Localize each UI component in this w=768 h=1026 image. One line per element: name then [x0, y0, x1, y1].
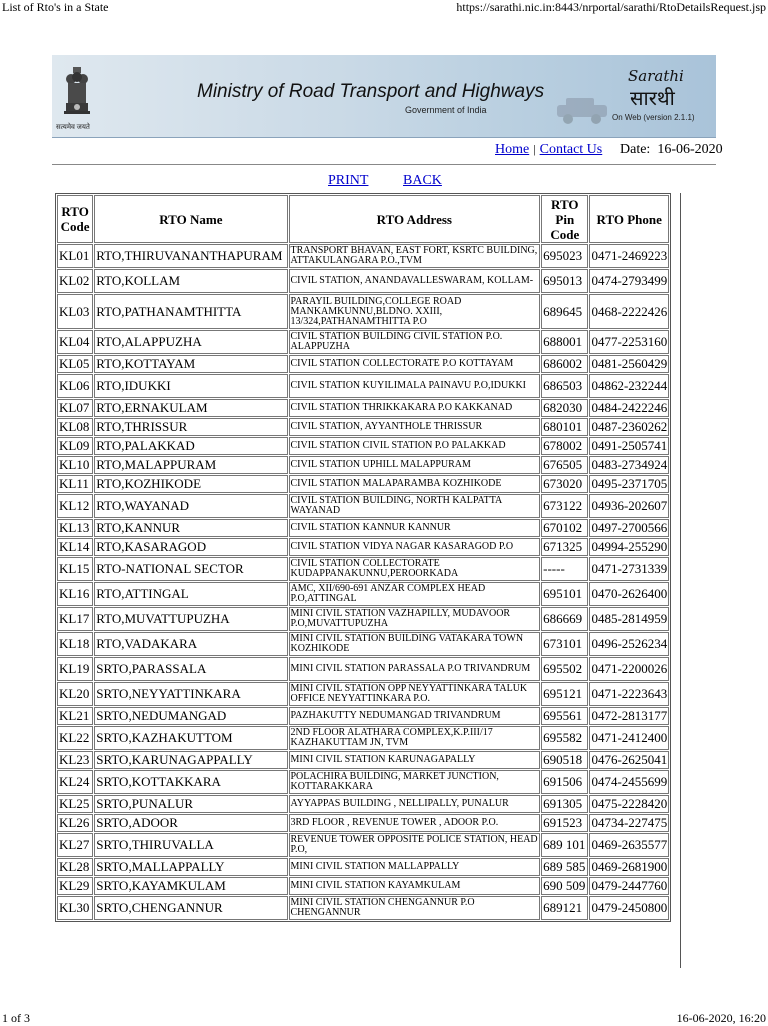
- table-row: [57, 877, 669, 895]
- cell-pin: 690518: [541, 751, 588, 769]
- cell-address: 2ND FLOOR ALATHARA COMPLEX,K.P.III/17 KAZHAKUTTAM JN, TVM: [289, 726, 541, 750]
- cell-code: KL12: [57, 494, 93, 518]
- cell-code: KL05: [57, 355, 93, 373]
- table-header-row: [57, 195, 669, 243]
- cell-pin: 686503: [541, 374, 588, 398]
- table-row: [57, 330, 669, 354]
- table-row: [57, 519, 669, 537]
- sarathi-logo: Sarathi: [628, 67, 684, 85]
- cell-code: KL04: [57, 330, 93, 354]
- cell-phone: 0471-2412400: [589, 726, 669, 750]
- cell-phone: 0471-2469223: [589, 244, 669, 268]
- cell-name: RTO,WAYANAD: [94, 494, 287, 518]
- cell-code: KL22: [57, 726, 93, 750]
- sarathi-logo-hindi: सारथी: [630, 88, 675, 110]
- national-emblem-icon: [62, 63, 92, 129]
- cell-name: RTO-NATIONAL SECTOR: [94, 557, 287, 581]
- cell-code: KL19: [57, 657, 93, 681]
- cell-name: RTO,KOTTAYAM: [94, 355, 287, 373]
- cell-address: CIVIL STATION, ANANDAVALLESWARAM, KOLLAM-: [289, 269, 541, 293]
- cell-pin: 676505: [541, 456, 588, 474]
- cell-code: KL29: [57, 877, 93, 895]
- top-nav: [495, 142, 602, 158]
- cell-address: CIVIL STATION BUILDING CIVIL STATION P.O. ALAPPUZHA: [289, 330, 541, 354]
- print-header-title: List of Rto's in a State: [2, 0, 109, 14]
- table-row: [57, 632, 669, 656]
- cell-name: SRTO,PUNALUR: [94, 795, 287, 813]
- cell-phone: 0497-2700566: [591, 520, 668, 535]
- cell-pin: 695121: [541, 682, 588, 706]
- cell-phone: 0471-2200026: [589, 657, 669, 681]
- cell-pin: 691506: [541, 770, 588, 794]
- cell-phone: 0477-2253160: [589, 330, 669, 354]
- cell-name: RTO,KOZHIKODE: [94, 475, 287, 493]
- cell-name: SRTO,PARASSALA: [94, 657, 287, 681]
- table-row: [57, 896, 669, 920]
- cell-phone: 0476-2625041: [591, 752, 668, 767]
- cell-address: CIVIL STATION COLLECTORATE KUDAPPANAKUNNU,PEROORKADA: [289, 557, 541, 581]
- cell-name: SRTO,KOTTAKKARA: [94, 770, 287, 794]
- cell-address: PAZHAKUTTY NEDUMANGAD TRIVANDRUM: [289, 707, 541, 725]
- col-header-name: RTO Name: [94, 195, 287, 243]
- print-footer-page: 1 of 3: [2, 1011, 30, 1025]
- date-label: Date:: [620, 142, 651, 157]
- cell-address: AMC, XII/690-691 ANZAR COMPLEX HEAD P.O,ATTINGAL: [289, 582, 541, 606]
- print-link[interactable]: PRINT: [328, 173, 369, 188]
- cell-pin: 678002: [541, 437, 588, 455]
- table-row: [57, 269, 669, 293]
- cell-name: RTO,MALAPPURAM: [94, 456, 287, 474]
- table-row: [57, 833, 669, 857]
- cell-phone: 0469-2681900: [591, 859, 668, 874]
- cell-pin: 691523: [541, 814, 588, 832]
- cell-address: MINI CIVIL STATION VAZHAPILLY, MUDAVOOR P.O,MUVATTUPUZHA: [289, 607, 541, 631]
- table-row: [57, 557, 669, 581]
- table-row: [57, 418, 669, 436]
- cell-address: TRANSPORT BHAVAN, EAST FORT, KSRTC BUILDING, ATTAKULANGARA P.O.,TVM: [289, 244, 541, 268]
- cell-address: CIVIL STATION CIVIL STATION P.O PALAKKAD: [289, 437, 541, 455]
- cell-code: KL08: [57, 418, 93, 436]
- cell-phone: 0474-2793499: [589, 269, 669, 293]
- cell-code: KL20: [57, 682, 93, 706]
- cell-phone: 0491-2505741: [591, 438, 668, 453]
- table-body: [57, 244, 669, 920]
- cell-name: RTO,KOLLAM: [94, 269, 287, 293]
- cell-pin: 673020: [541, 475, 588, 493]
- col-header-address: RTO Address: [289, 195, 541, 243]
- cell-code: KL16: [57, 582, 93, 606]
- cell-pin: 690 509: [541, 877, 588, 895]
- table-row: [57, 726, 669, 750]
- cell-code: KL24: [57, 770, 93, 794]
- cell-name: RTO,MUVATTUPUZHA: [94, 607, 287, 631]
- table-row: [57, 814, 669, 832]
- cell-address: POLACHIRA BUILDING, MARKET JUNCTION, KOTTARAKKARA: [289, 770, 541, 794]
- cell-address: MINI CIVIL STATION KARUNAGAPALLY: [289, 751, 541, 769]
- print-action: [328, 173, 368, 189]
- header-divider: [52, 164, 716, 165]
- cell-pin: 670102: [541, 519, 588, 537]
- cell-name: RTO,IDUKKI: [94, 374, 287, 398]
- cell-phone: 0468-2222426: [589, 294, 669, 329]
- print-footer-datetime: 16-06-2020, 16:20: [676, 1011, 766, 1025]
- table-row: [57, 399, 669, 417]
- cell-pin: 689 585: [541, 858, 588, 876]
- table-row: [57, 475, 669, 493]
- cell-name: RTO,THIRUVANANTHAPURAM: [94, 244, 287, 268]
- cell-name: RTO,ERNAKULAM: [94, 399, 287, 417]
- cell-phone: 0470-2626400: [589, 582, 669, 606]
- cell-phone: 0485-2814959: [589, 607, 669, 631]
- home-link[interactable]: Home: [495, 142, 530, 157]
- table-row: [57, 795, 669, 813]
- cell-name: SRTO,THIRUVALLA: [94, 833, 287, 857]
- col-header-phone: RTO Phone: [589, 195, 669, 243]
- table-row: [57, 582, 669, 606]
- cell-address: CIVIL STATION COLLECTORATE P.O KOTTAYAM: [289, 355, 541, 373]
- cell-pin: 695582: [541, 726, 588, 750]
- cell-address: REVENUE TOWER OPPOSITE POLICE STATION, HEAD P.O,: [289, 833, 541, 857]
- cell-address: CIVIL STATION KANNUR KANNUR: [289, 519, 541, 537]
- cell-phone: 0479-2450800: [589, 896, 669, 920]
- cell-address: CIVIL STATION UPHILL MALAPPURAM: [289, 456, 541, 474]
- cell-code: KL30: [57, 896, 93, 920]
- banner-title: Ministry of Road Transport and Highways: [197, 81, 545, 102]
- cell-name: RTO,VADAKARA: [94, 632, 287, 656]
- cell-name: RTO,KASARAGOD: [94, 538, 287, 556]
- cell-phone: 04734-227475: [591, 815, 668, 830]
- emblem-caption: सत्यमेव जयते: [56, 123, 90, 131]
- cell-phone: 0475-2228420: [591, 796, 668, 811]
- cell-code: KL06: [57, 374, 93, 398]
- cell-address: MINI CIVIL STATION CHENGANNUR P.O CHENGANNUR: [289, 896, 541, 920]
- cell-phone: 04936-202607: [589, 494, 669, 518]
- cell-pin: 673122: [541, 494, 588, 518]
- cell-code: KL11: [57, 475, 93, 493]
- cell-name: SRTO,NEYYATTINKARA: [94, 682, 287, 706]
- print-header-url: https://sarathi.nic.in:8443/nrportal/sarathi/RtoDetailsRequest.jsp: [456, 0, 766, 14]
- cell-phone: 0481-2560429: [591, 356, 668, 371]
- rto-table: [55, 193, 671, 922]
- cell-phone: 0471-2731339: [589, 557, 669, 581]
- cell-pin: 671325: [541, 538, 588, 556]
- cell-pin: 686669: [541, 607, 588, 631]
- table-row: [57, 682, 669, 706]
- cell-address: MINI CIVIL STATION OPP NEYYATTINKARA TALUK OFFICE NEYYATTINKARA P.O.: [289, 682, 541, 706]
- back-action: [403, 173, 442, 189]
- cell-code: KL02: [57, 269, 93, 293]
- cell-name: SRTO,ADOOR: [94, 814, 287, 832]
- cell-phone: 0474-2455699: [589, 770, 669, 794]
- cell-phone: 04994-255290: [591, 539, 668, 554]
- table-row: [57, 494, 669, 518]
- table-row: [57, 751, 669, 769]
- cell-phone: 0479-2447760: [591, 878, 668, 893]
- cell-pin: 689121: [541, 896, 588, 920]
- cell-code: KL10: [57, 456, 93, 474]
- col-header-code: RTO Code: [57, 195, 93, 243]
- cell-code: KL14: [57, 538, 93, 556]
- col-header-pin: RTO Pin Code: [541, 195, 588, 243]
- cell-pin: 695502: [541, 657, 588, 681]
- cell-pin: 686002: [541, 355, 588, 373]
- cell-pin: 682030: [541, 399, 588, 417]
- cell-pin: 695013: [541, 269, 588, 293]
- version-label: On Web (version 2.1.1): [612, 113, 695, 122]
- cell-code: KL07: [57, 399, 93, 417]
- cell-code: KL25: [57, 795, 93, 813]
- cell-name: SRTO,KARUNAGAPPALLY: [94, 751, 287, 769]
- cell-pin: 689 101: [541, 833, 588, 857]
- cell-pin: 688001: [541, 330, 588, 354]
- cell-code: KL13: [57, 519, 93, 537]
- cell-code: KL01: [57, 244, 93, 268]
- table-row: [57, 858, 669, 876]
- cell-code: KL15: [57, 557, 93, 581]
- cell-name: SRTO,KAZHAKUTTOM: [94, 726, 287, 750]
- page-edge-line: [680, 193, 681, 968]
- table-row: [57, 294, 669, 329]
- cell-name: RTO,THRISSUR: [94, 418, 287, 436]
- cell-address: CIVIL STATION THRIKKAKARA P.O KAKKANAD: [289, 399, 541, 417]
- date-display: [620, 142, 723, 158]
- banner-subtitle: Government of India: [405, 105, 487, 115]
- cell-name: SRTO,CHENGANNUR: [94, 896, 287, 920]
- cell-pin: 695101: [541, 582, 588, 606]
- cell-phone: 0471-2223643: [589, 682, 669, 706]
- cell-code: KL17: [57, 607, 93, 631]
- contact-us-link[interactable]: Contact Us: [539, 142, 603, 157]
- cell-pin: 695561: [541, 707, 588, 725]
- cell-address: MINI CIVIL STATION BUILDING VATAKARA TOWN KOZHIKODE: [289, 632, 541, 656]
- cell-name: RTO,ALAPPUZHA: [94, 330, 287, 354]
- table-row: [57, 657, 669, 681]
- cell-pin: 673101: [541, 632, 588, 656]
- cell-address: CIVIL STATION VIDYA NAGAR KASARAGOD P.O: [289, 538, 541, 556]
- cell-phone: 0495-2371705: [591, 476, 668, 491]
- cell-address: MINI CIVIL STATION MALLAPPALLY: [289, 858, 541, 876]
- cell-phone: 0469-2635577: [589, 833, 669, 857]
- cell-code: KL26: [57, 814, 93, 832]
- table-row: [57, 374, 669, 398]
- table-row: [57, 538, 669, 556]
- nav-separator: |: [533, 142, 536, 156]
- cell-code: KL28: [57, 858, 93, 876]
- cell-pin: 695023: [541, 244, 588, 268]
- cell-address: AYYAPPAS BUILDING , NELLIPALLY, PUNALUR: [289, 795, 541, 813]
- cell-name: RTO,PATHANAMTHITTA: [94, 294, 287, 329]
- site-banner: [52, 55, 716, 138]
- table-row: [57, 456, 669, 474]
- cell-code: KL23: [57, 751, 93, 769]
- cell-phone: 0487-2360262: [591, 419, 668, 434]
- cell-pin: 691305: [541, 795, 588, 813]
- cell-pin: 680101: [541, 418, 588, 436]
- cell-name: RTO,KANNUR: [94, 519, 287, 537]
- cell-phone: 0483-2734924: [591, 457, 668, 472]
- cell-name: SRTO,MALLAPPALLY: [94, 858, 287, 876]
- cell-phone: 0496-2526234: [589, 632, 669, 656]
- cell-name: SRTO,NEDUMANGAD: [94, 707, 287, 725]
- cell-phone: 0484-2422246: [591, 400, 668, 415]
- cell-address: CIVIL STATION, AYYANTHOLE THRISSUR: [289, 418, 541, 436]
- cell-name: RTO,PALAKKAD: [94, 437, 287, 455]
- cell-pin: -----: [541, 557, 588, 581]
- vehicle-illustration-icon: [552, 95, 612, 125]
- cell-address: CIVIL STATION KUYILIMALA PAINAVU P.O,IDUKKI: [289, 374, 541, 398]
- table-row: [57, 437, 669, 455]
- cell-address: 3RD FLOOR , REVENUE TOWER , ADOOR P.O.: [289, 814, 541, 832]
- back-link[interactable]: BACK: [403, 173, 442, 188]
- cell-address: CIVIL STATION BUILDING, NORTH KALPATTA WAYANAD: [289, 494, 541, 518]
- cell-code: KL27: [57, 833, 93, 857]
- date-value: 16-06-2020: [657, 142, 723, 157]
- cell-pin: 689645: [541, 294, 588, 329]
- table-row: [57, 770, 669, 794]
- cell-code: KL09: [57, 437, 93, 455]
- cell-address: CIVIL STATION MALAPARAMBA KOZHIKODE: [289, 475, 541, 493]
- table-row: [57, 607, 669, 631]
- table-row: [57, 355, 669, 373]
- cell-code: KL21: [57, 707, 93, 725]
- cell-phone: 04862-232244: [589, 374, 669, 398]
- cell-phone: 0472-2813177: [591, 708, 668, 723]
- table-row: [57, 244, 669, 268]
- table-row: [57, 707, 669, 725]
- cell-code: KL03: [57, 294, 93, 329]
- cell-address: MINI CIVIL STATION KAYAMKULAM: [289, 877, 541, 895]
- cell-name: RTO,ATTINGAL: [94, 582, 287, 606]
- cell-address: PARAYIL BUILDING,COLLEGE ROAD MANKAMKUNNU,BLDNO. XXIII, 13/324,PATHANAMTHITTA P.O: [289, 294, 541, 329]
- cell-address: MINI CIVIL STATION PARASSALA P.O TRIVANDRUM: [289, 657, 541, 681]
- cell-code: KL18: [57, 632, 93, 656]
- cell-name: SRTO,KAYAMKULAM: [94, 877, 287, 895]
